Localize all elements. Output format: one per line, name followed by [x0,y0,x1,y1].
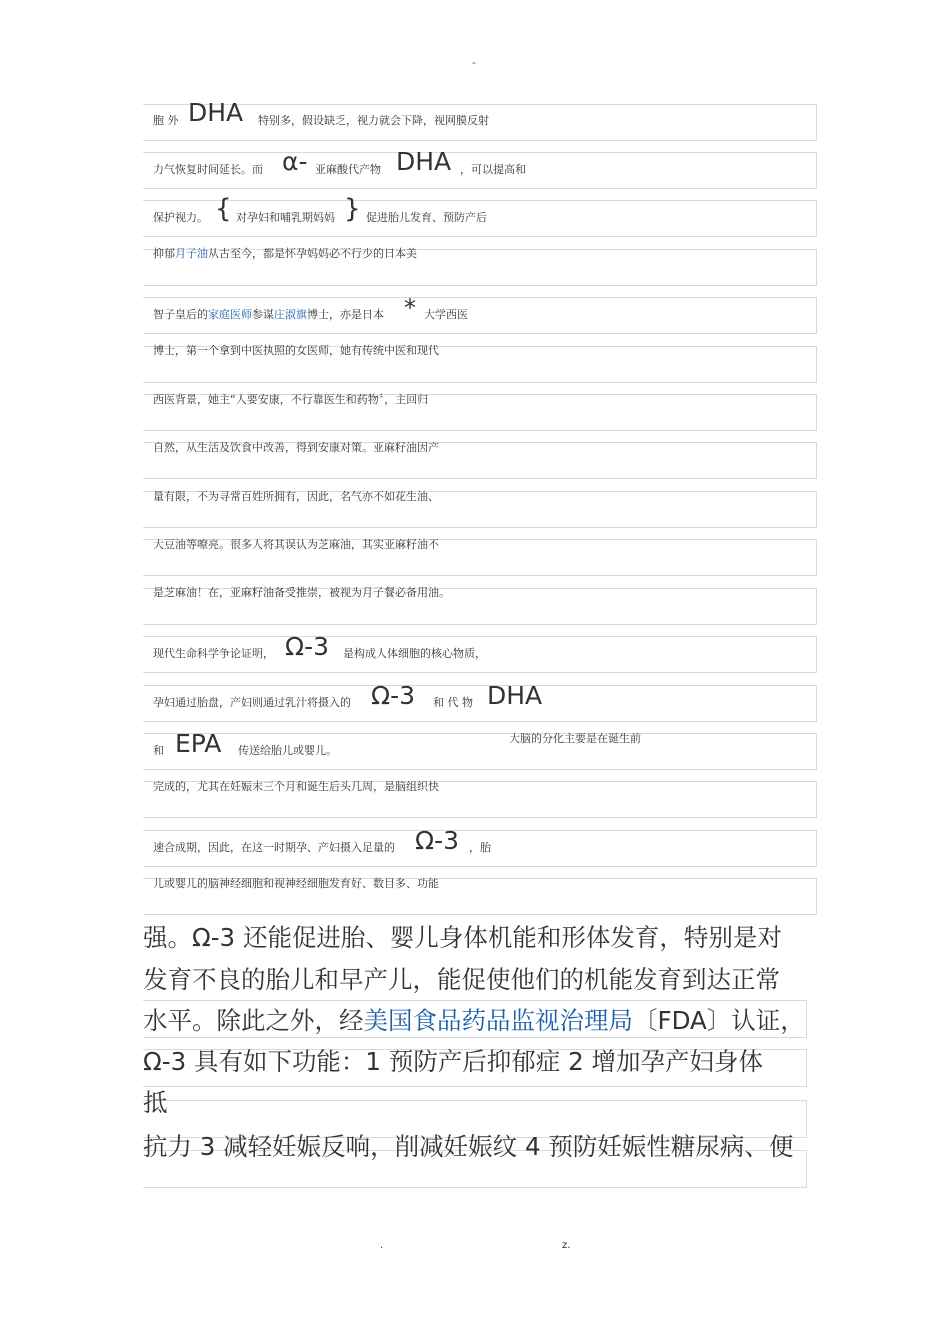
term-omega3: Ω-3 [415,826,460,855]
text: 传送给胎儿或婴儿。 [238,744,337,757]
term-alpha: α- [282,147,308,176]
text: 抑郁 [153,247,175,260]
term-dha: DHA [487,681,543,710]
text-line-9: 量有限，不为寻常百姓所拥有，因此，名气亦不如花生油、 [153,490,439,503]
text: 博士，亦是日本 [307,308,384,321]
text: 智子皇后的 [153,308,208,321]
text-line-6: 博士，第一个拿到中医执照的女医师，她有传统中医和现代 [153,344,439,357]
text: 和 代 物 [433,696,473,709]
header-mark: - [472,56,476,69]
brace-close: } [344,194,361,224]
text: ，可以提高和 [460,163,526,176]
text: 对孕妇和哺乳期妈妈 [236,211,335,224]
text-line-4 [153,245,417,261]
large-line-4: Ω-3 具有如下功能：1 预防产后抑郁症 2 增加孕产妇身体 [143,1047,763,1076]
text: 从古至今，都是怀孕妈妈必不行少的日本美 [208,247,417,260]
link-yuezi-oil[interactable]: 月子油 [175,247,208,260]
link-fda[interactable]: 美国食品药品监视治理局 [363,1006,633,1035]
asterisk: * [404,294,416,322]
large-line-3 [143,1002,805,1037]
term-omega3: Ω-3 [285,632,330,661]
brace-open: { [215,194,232,224]
text: ，胎 [469,841,491,854]
text: 现代生命科学争论证明， [153,647,274,660]
text: 〔FDA〕认证， [633,1006,805,1035]
text: 速合成期，因此，在这一时期孕、产妇摄入足量的 [153,841,395,854]
large-line-6: 抗力 3 减轻妊娠反响，削减妊娠纹 4 预防妊娠性糖尿病、便 [143,1132,794,1161]
text-line-11: 是芝麻油！在，亚麻籽油备受推崇，被视为月子餐必备用油。 [153,586,450,599]
text: 大脑的分化主要是在诞生前 [509,732,641,745]
large-line-2: 发育不良的胎儿和早产儿，能促使他们的机能发育到达正常 [143,965,780,994]
text-line-17: 儿或婴儿的脑神经细胞和视神经细胞发育好、数目多、功能 [153,877,439,890]
term-omega3: Ω-3 [371,681,416,710]
text: 是构成人体细胞的核心物质， [343,647,486,660]
large-line-1: 强。Ω-3 还能促进胎、婴儿身体机能和形体发育，特别是对 [143,923,782,952]
term-dha: DHA [188,98,244,127]
text-line-10: 大豆油等嘹亮。很多人将其误认为芝麻油，其实亚麻籽油不 [153,538,439,551]
text: 胞 外 [153,114,179,127]
large-line-5: 抵 [143,1088,168,1117]
text-line-8: 自然，从生活及饮食中改善，得到安康对策。亚麻籽油因产 [153,441,439,454]
link-family-doctor[interactable]: 家庭医师 [208,308,252,321]
text: 孕妇通过胎盘，产妇则通过乳汁将摄入的 [153,696,351,709]
text: 大学西医 [424,308,468,321]
text: 保护视力。 [153,211,208,224]
text-line-15: 完成的，尤其在妊娠末三个月和诞生后头几周，是脑组织快 [153,780,439,793]
text: 参谋 [252,308,274,321]
term-epa: EPA [175,729,222,758]
text: 特别多，假设缺乏，视力就会下降，视网膜反射 [258,114,489,127]
text-line-7: 西医背景，她主“人要安康，不行靠医生和药物〞，主回归 [153,393,429,406]
link-zhuang-shuqi[interactable]: 庄淑旗 [274,308,307,321]
term-dha: DHA [396,147,452,176]
text: 促进胎儿发育、预防产后 [366,211,487,224]
text: 和 [153,744,164,757]
footer-right: z. [562,1240,571,1251]
text: 亚麻酸代产物 [315,163,381,176]
text: 水平。除此之外，经 [143,1006,364,1035]
text: 力气恢复时间延长。而 [153,163,263,176]
footer-left: . [380,1240,384,1251]
